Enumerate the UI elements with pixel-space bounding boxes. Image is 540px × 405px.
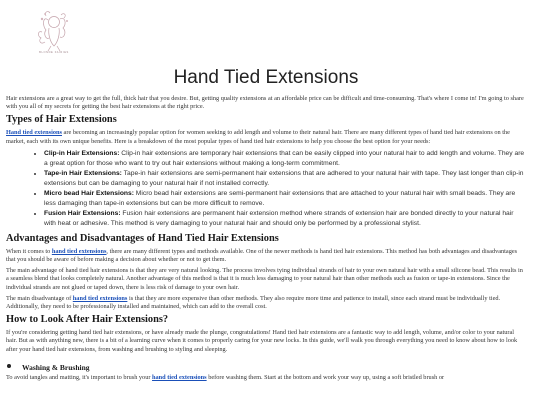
list-item <box>44 209 526 229</box>
type-name: Tape-in Hair Extensions: <box>44 169 122 177</box>
washing-brushing-heading: • Washing & Brushing <box>22 362 90 372</box>
advantages-paragraph-1 <box>6 248 526 264</box>
list-item <box>44 169 526 189</box>
list-item <box>44 149 526 169</box>
advantages-paragraph-2: The main advantage of hand tied hair extensions is that they are very natural looking. The process involves tying individual strands of hair to your own natural hair with a small silicone bead. This results in a seamless blend that looks completely natural. Another advantage of this method is that it is much less damaging to your natural hair than other methods such as fusion or tape-in extensions. Since the individual strands are not glued or taped down, there is less risk of damage to your own hair. <box>6 267 523 291</box>
types-intro-text: are becoming an increasingly popular option for women seeking to add length and volume to their natural hair. There are many different types of hand tied hair extensions on the market, each with its own unique benefits. Here is a breakdown of the most popular types of hand tied hair extensions to help you choose the best option for your needs: <box>6 129 510 145</box>
paragraph-text: , there are many different types and methods available. One of the newer methods is hand tied hair extensions. This method has both advantages and disadvantages that you should be aware of before making a decision about whether or not to get them. <box>6 247 518 264</box>
hand-tied-extensions-link[interactable]: Hand tied extensions <box>6 129 62 137</box>
hand-tied-extensions-link[interactable]: hand tied extensions <box>72 294 128 302</box>
care-heading: How to Look After Hair Extensions? <box>6 314 169 326</box>
fairy-illustration-icon <box>34 8 74 52</box>
types-intro-paragraph <box>6 129 526 145</box>
type-desc: Tape-in hair extensions are semi-permanent hair extensions that are adhered to your natural hair with tape. They last longer than clip-in extensions but can be damaging to your natural hair if not installed correctly. <box>44 169 524 187</box>
hand-tied-extensions-link[interactable]: hand tied extensions <box>51 247 107 255</box>
list-item <box>22 357 526 372</box>
paragraph-text: To avoid tangles and matting, it's important to brush your <box>6 373 153 381</box>
type-name: Fusion Hair Extensions: <box>44 209 121 217</box>
type-desc: Micro bead hair extensions are semi-permanent hair extensions that are attached to your natural hair with small beads. They are less damaging than tape-in extensions but can be more difficult to remove. <box>44 189 516 207</box>
type-desc: Clip-in hair extensions are temporary hair extensions that can be easily clipped into your natural hair to add length and volume. They are a great option for those who want to try out hair extensions without making a long-term commitment. <box>44 149 525 167</box>
list-item <box>44 189 526 209</box>
page-title: Hand Tied Extensions <box>173 67 359 88</box>
type-name: Clip-in Hair Extensions: <box>44 149 120 157</box>
hand-tied-extensions-link[interactable]: hand tied extensions <box>152 373 207 381</box>
care-subsection-list <box>6 357 526 372</box>
type-desc: Fusion hair extensions are permanent hair extension method where strands of extension hair are bonded directly to your natural hair with heat or adhesive. This method is very damaging to your natural hair and should only be performed by a professional stylist. <box>44 209 514 227</box>
extension-types-list <box>6 149 526 229</box>
paragraph-text: before washing them. Start at the bottom and work your way up, using a soft bristled brush or <box>206 373 445 381</box>
advantages-heading: Advantages and Disadvantages of Hand Tied Hair Extensions <box>6 232 279 244</box>
type-name: Micro bead Hair Extensions: <box>44 189 134 197</box>
advantages-paragraph-3 <box>6 295 526 311</box>
logo-caption: BLONDE FAIRIES <box>39 51 69 54</box>
washing-paragraph <box>6 374 526 382</box>
care-paragraph: If you're considering getting hand tied hair extensions, or have already made the plunge, congratulations! Hand tied hair extensions are a fantastic way to add length, volume, and/or color to your natural hair. But as with anything new, there is a bit of a learning curve when it comes to properly caring for your new locks. In this guide, we'll walk you through everything you need to know about how to look after your hand tied hair extensions, from washing and brushing to styling and sleeping. <box>6 329 518 353</box>
article-content <box>6 67 526 385</box>
intro-paragraph: Hair extensions are a great way to get the full, thick hair that you desire. But, getting quality extensions at an affordable price can be difficult and time-consuming. That's where I come in! I'm going to share with you all of my secrets for getting the best hair extensions at the right price. <box>6 95 524 111</box>
types-heading: Types of Hair Extensions <box>6 114 117 126</box>
paragraph-text: When it comes to <box>6 247 52 255</box>
paragraph-text: The main disadvantage of <box>6 294 73 302</box>
paragraph-text: is that they are more expensive than other methods. They also require more time and patience to install, since each strand must be individually tied. Additionally, they need to be professionally installed and maintained, which can add to the overall cost. <box>6 294 501 311</box>
